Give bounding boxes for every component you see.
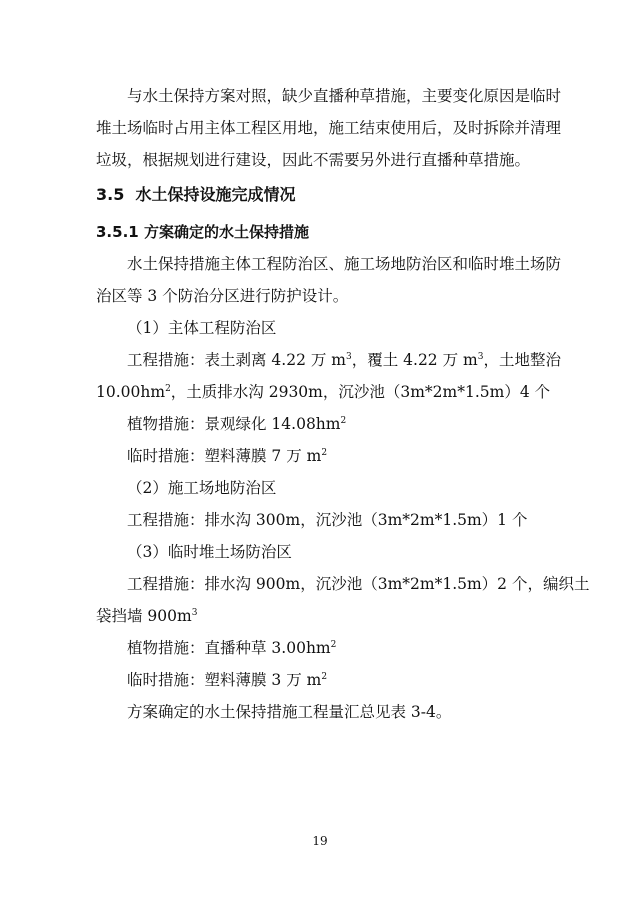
text-segment: 工程措施：表土剥离 4.22 万 m [127, 351, 346, 369]
engineering-measures-line: 工程措施：排水沟 900m，沉沙池（3m*2m*1.5m）2 个，编织土 [127, 575, 590, 593]
superscript: 3 [346, 351, 352, 362]
paragraph-line: 堆土场临时占用主体工程区用地，施工结束使用后，及时拆除并清理 [96, 119, 562, 137]
section-title: 水土保持设施完成情况 [135, 185, 296, 204]
page-number: 19 [312, 834, 328, 848]
superscript: 3 [477, 351, 484, 362]
text-segment: ，覆土 4.22 万 m [351, 351, 478, 369]
engineering-measures-line [127, 350, 561, 370]
text-segment: 临时措施：塑料薄膜 7 万 m [127, 447, 322, 465]
plant-measures-line [127, 638, 336, 658]
superscript: 2 [330, 639, 337, 650]
section-number: 3.5.1 [96, 223, 139, 241]
section-number: 3.5 [96, 185, 125, 204]
text-segment: 植物措施：直播种草 3.00hm [127, 639, 331, 657]
text-segment: 临时措施：塑料薄膜 3 万 m [127, 671, 322, 689]
superscript: 2 [340, 415, 347, 426]
text-segment: 植物措施：景观绿化 14.08hm [127, 415, 341, 433]
text-segment: ，土质排水沟 2930m，沉沙池（3m*2m*1.5m）4 个 [170, 383, 551, 401]
text-segment: 袋挡墙 900m [96, 607, 192, 625]
superscript: 2 [321, 447, 328, 458]
superscript: 2 [321, 671, 328, 682]
text-segment: 10.00hm [96, 383, 166, 401]
text-segment: ，土地整治 [483, 351, 561, 369]
superscript: 2 [165, 383, 171, 394]
summary-line: 方案确定的水土保持措施工程量汇总见表 3-4。 [127, 703, 452, 721]
zone-heading-2: （2）施工场地防治区 [127, 479, 277, 497]
zone-heading-1: （1）主体工程防治区 [127, 319, 277, 337]
engineering-measures-line: 工程措施：排水沟 300m，沉沙池（3m*2m*1.5m）1 个 [127, 511, 528, 529]
paragraph-line: 垃圾，根据规划进行建设，因此不需要另外进行直播种草措施。 [96, 151, 531, 169]
paragraph-line: 水土保持措施主体工程防治区、施工场地防治区和临时堆土场防 [127, 255, 562, 273]
superscript: 3 [191, 607, 198, 618]
plant-measures-line [127, 414, 346, 434]
paragraph-line: 与水土保持方案对照，缺少直播种草措施，主要变化原因是临时 [127, 87, 562, 105]
section-title: 方案确定的水土保持措施 [143, 223, 309, 241]
paragraph-line: 治区等 3 个防治分区进行防护设计。 [96, 287, 349, 305]
engineering-measures-line [96, 606, 197, 626]
temporary-measures-line [127, 446, 327, 466]
section-heading-3-5 [96, 185, 296, 205]
zone-heading-3: （3）临时堆土场防治区 [127, 543, 292, 561]
engineering-measures-line [96, 382, 550, 402]
section-heading-3-5-1 [96, 222, 309, 242]
temporary-measures-line [127, 670, 327, 690]
